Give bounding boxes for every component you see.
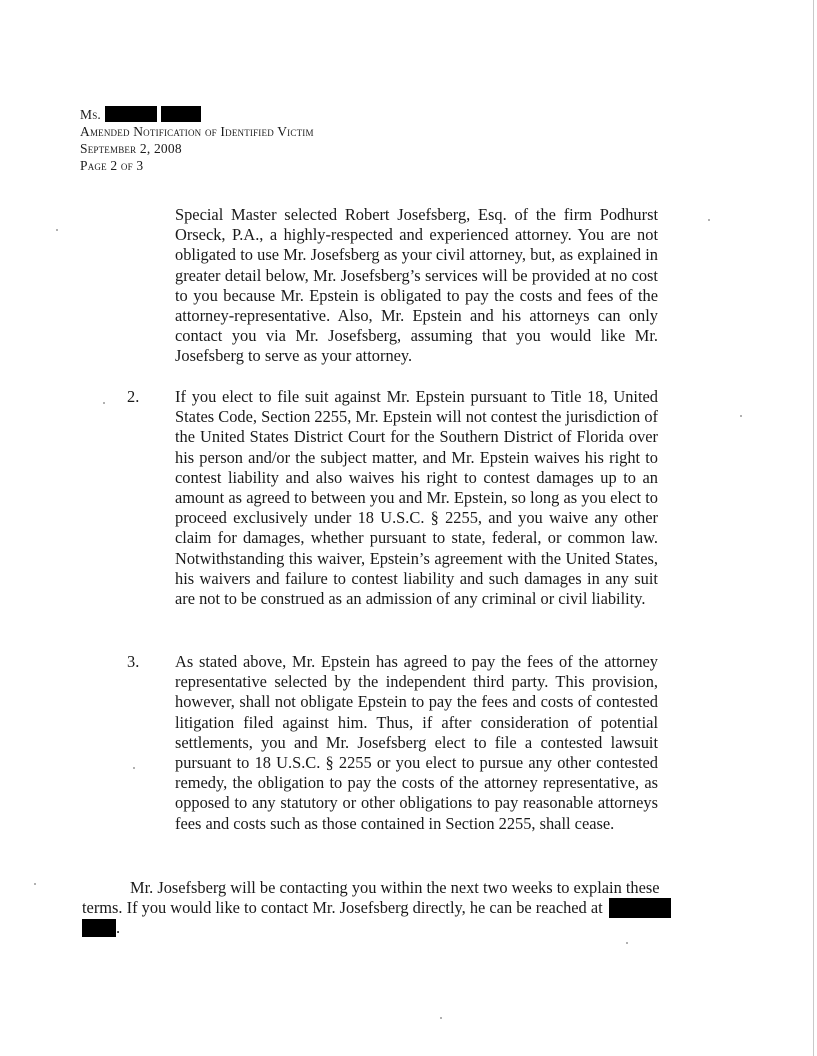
scan-speck	[626, 942, 628, 944]
paragraph-2: If you elect to file suit against Mr. Epstein pursuant to Title 18, United States Code, Section 2255, Mr. Epstein will not contest the jurisdiction of the United States District Court for the Southern District of Florida over his person and/or the subject matter, and Mr. Epstein waives his right to contest liability and also waives his right to contest damages up to an amount as agreed to between you and Mr. Epstein, so long as you elect to proceed exclusively under 18 U.S.C. § 2255, and you waive any other claim for damages, whether pursuant to state, federal, or common law. Notwithstanding this waiver, Epstein’s agreement with the United States, his waivers and failure to contest liability and such damages in any suit are not to be construed as an admission of any criminal or civil liability.	[175, 387, 658, 609]
scan-speck	[56, 229, 58, 231]
closing-line-2	[82, 898, 708, 918]
scan-speck	[103, 402, 105, 404]
closing-line-1: Mr. Josefsberg will be contacting you within the next two weeks to explain these	[130, 878, 660, 897]
scan-speck	[34, 883, 36, 885]
page-number: Page 2 of 3	[80, 158, 144, 173]
item-number-3: 3.	[127, 652, 140, 671]
scan-speck	[133, 767, 135, 769]
closing-line-2-text: terms. If you would like to contact Mr. Josefsberg directly, he can be reached at	[82, 898, 603, 918]
closing-line-3	[82, 918, 708, 938]
letter-header	[80, 106, 314, 174]
recipient-line	[80, 106, 314, 123]
paragraph-1-continued: Special Master selected Robert Josefsberg, Esq. of the firm Podhurst Orseck, P.A., a highly-respected and experienced attorney. You are not obligated to use Mr. Josefsberg as your civil attorney, but, as explained in greater detail below, Mr. Josefsberg’s services will be provided at no cost to you because Mr. Epstein is obligated to pay the costs and fees of the attorney-representative. Also, Mr. Epstein and his attorneys can only contact you via Mr. Josefsberg, assuming that you would like Mr. Josefsberg to serve as your attorney.	[175, 205, 658, 366]
paragraph-3: As stated above, Mr. Epstein has agreed to pay the fees of the attorney representative selected by the independent third party. This provision, however, shall not obligate Epstein to pay the fees and costs of contested litigation filed against him. Thus, if after consideration of potential settlements, you and Mr. Josefsberg elect to file a contested lawsuit pursuant to 18 U.S.C. § 2255 or you elect to pursue any other contested remedy, the obligation to pay the costs of the attorney representative, as opposed to any statutory or other obligations to pay reasonable attorneys fees and costs such as those contained in Section 2255, shall cease.	[175, 652, 658, 833]
redaction-box	[105, 106, 157, 122]
redaction-box	[82, 919, 116, 937]
item-number-2: 2.	[127, 387, 140, 406]
closing-paragraph	[82, 878, 708, 939]
redaction-box	[161, 106, 201, 122]
redaction-box	[609, 898, 671, 918]
salutation: Ms.	[80, 107, 101, 122]
subject-line: Amended Notification of Identified Victim	[80, 124, 314, 139]
scan-speck	[740, 415, 742, 417]
scan-speck	[708, 219, 710, 221]
letter-date: September 2, 2008	[80, 141, 182, 156]
closing-period: .	[116, 918, 121, 938]
scan-speck	[440, 1017, 442, 1019]
page-edge	[813, 0, 814, 1056]
